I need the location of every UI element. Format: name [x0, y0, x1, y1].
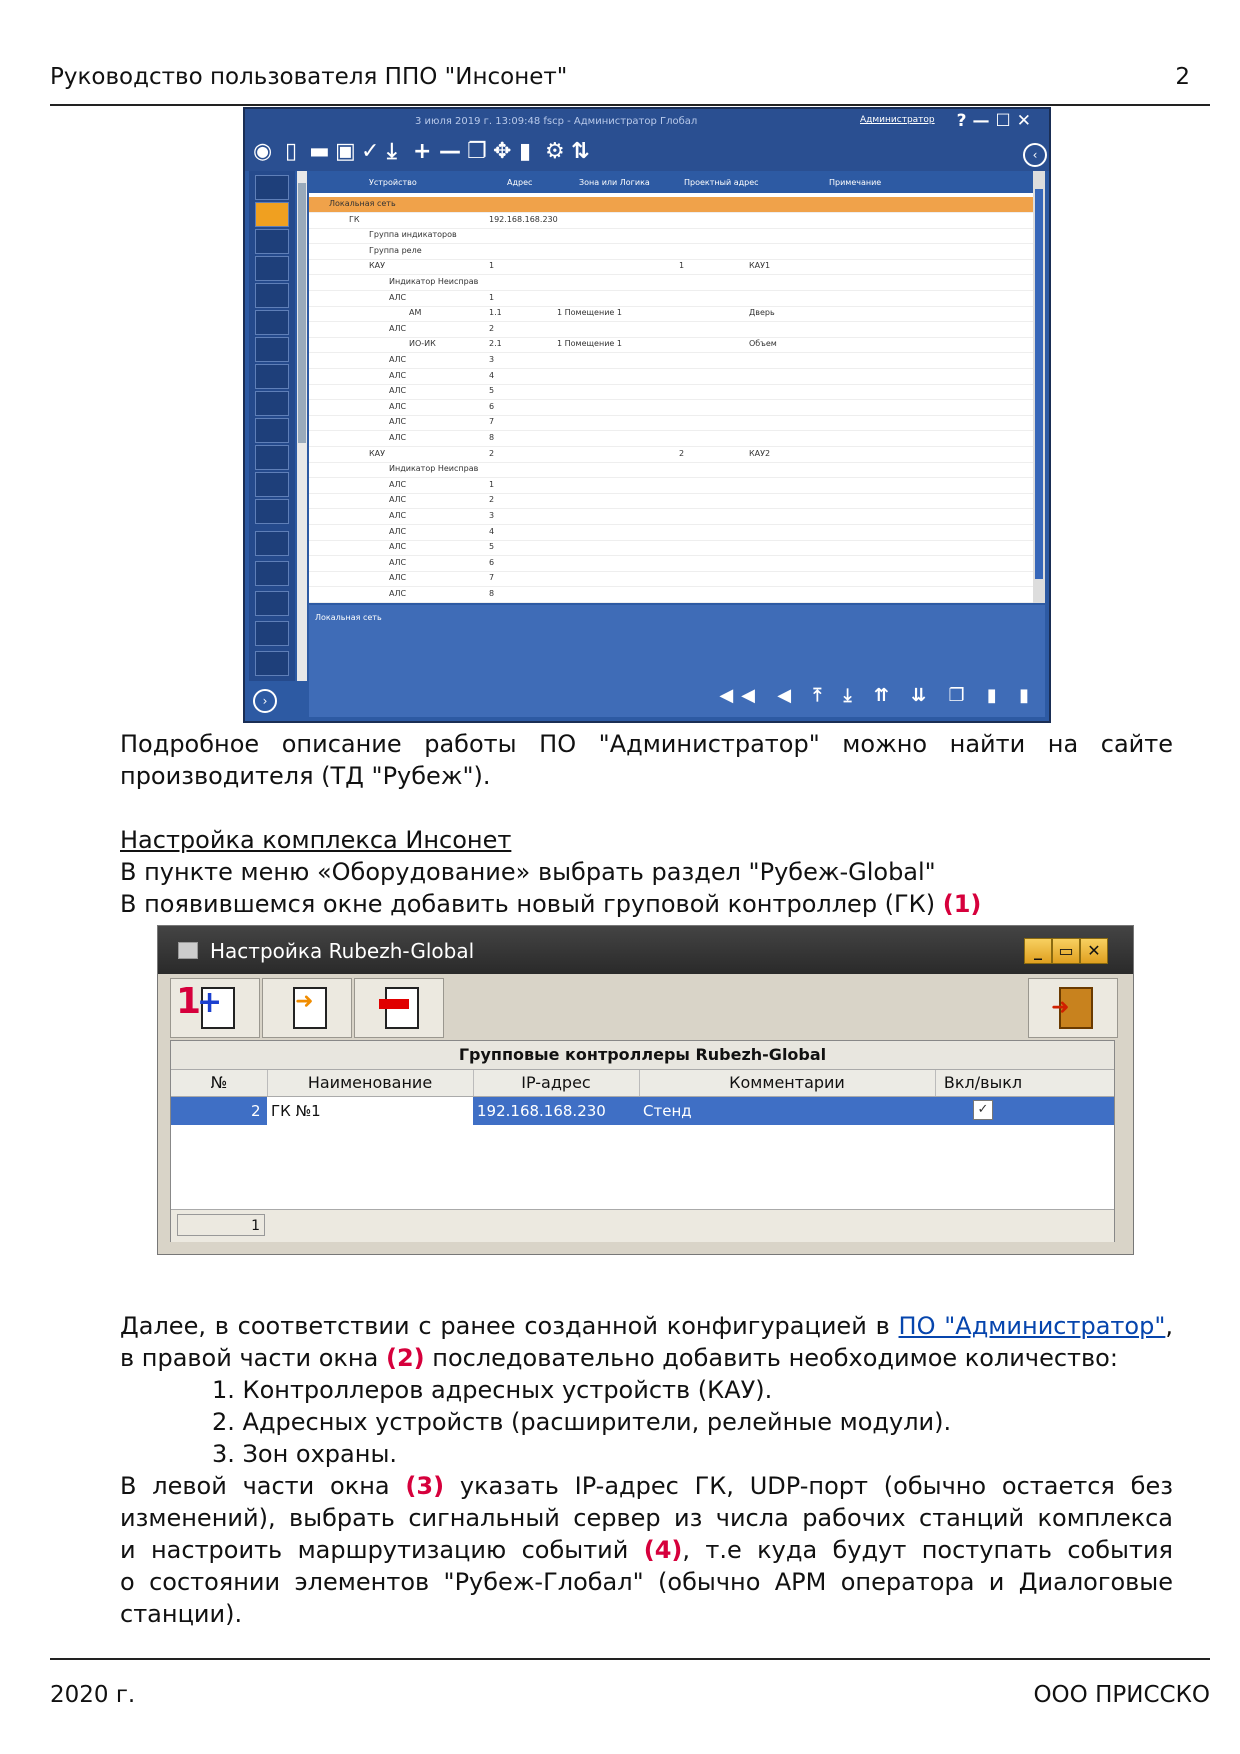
row-comment: Стенд — [643, 1102, 692, 1120]
bottom-panel — [309, 605, 1045, 717]
table-row[interactable] — [309, 556, 1033, 572]
tree-cell-dev: ГК — [349, 214, 360, 224]
paragraph-line — [120, 1534, 1173, 1566]
device-tree — [309, 171, 1033, 603]
tree-cell-note: Дверь — [749, 308, 775, 318]
tree-cell-dev: АЛС — [389, 511, 407, 520]
tree-cell-addr: 3 — [489, 511, 495, 520]
tree-cell-addr: 7 — [489, 417, 495, 427]
sidebar-item[interactable] — [255, 472, 289, 497]
table-row[interactable] — [309, 291, 1033, 307]
table-row[interactable] — [309, 400, 1033, 416]
tree-cell-dev: Индикатор Неисправ — [389, 464, 479, 474]
table-row[interactable] — [309, 415, 1033, 431]
table-row[interactable] — [309, 509, 1033, 525]
table-row[interactable] — [309, 322, 1033, 338]
table-row[interactable] — [171, 1097, 1114, 1125]
tree-cell-addr: 192.168.168.230 — [489, 214, 558, 224]
paragraph-next — [120, 1310, 1173, 1342]
tree-cell-addr: 3 — [489, 355, 495, 364]
add-document-icon: + — [201, 987, 235, 1029]
col-zone[interactable]: Зона или Логика — [579, 178, 650, 187]
col-device[interactable]: Устройство — [369, 178, 417, 187]
bottom-network-label: Локальная сеть — [315, 613, 382, 622]
tree-cell-dev: Группа индикаторов — [369, 230, 457, 240]
dialog-title: Настройка Rubezh-Global — [210, 939, 475, 963]
tree-cell-zone: 1 Помещение 1 — [557, 308, 622, 318]
delete-document-icon — [385, 987, 419, 1029]
sidebar-item[interactable] — [255, 256, 289, 281]
marker-4: (4) — [643, 1536, 683, 1564]
col-note[interactable]: Примечание — [829, 178, 882, 187]
table-row[interactable] — [309, 587, 1033, 603]
list-item: 1. Контроллеров адресных устройств (КАУ). — [212, 1376, 773, 1404]
p3a-text: В левой части окна — [120, 1472, 390, 1500]
tree-cell-addr: 7 — [489, 573, 495, 583]
page-indicator: 1 — [177, 1214, 265, 1236]
table-row[interactable] — [309, 447, 1033, 463]
sidebar-item[interactable] — [255, 229, 289, 254]
tree-cell-addr: 2 — [489, 495, 495, 505]
table-row[interactable] — [309, 306, 1033, 322]
exit-door-icon: ➜ — [1059, 987, 1093, 1029]
tree-cell-dev: АЛС — [389, 479, 407, 489]
section-heading: Настройка комплекса Инсонет — [120, 826, 512, 854]
col-enabled[interactable]: Вкл/выкл — [943, 1073, 1023, 1092]
sidebar-item[interactable] — [255, 283, 289, 308]
sidebar-item[interactable] — [255, 651, 289, 676]
paragraph-line: изменений), выбрать сигнальный сервер из числа рабочих станций комплекса — [120, 1504, 1173, 1532]
sidebar-item[interactable] — [255, 337, 289, 362]
collapse-right-icon[interactable]: ‹ — [1023, 143, 1047, 167]
tree-cell-dev: АЛС — [389, 292, 407, 302]
tree-cell-dev: АЛС — [389, 542, 407, 552]
list-item: 3. Зон охраны. — [212, 1440, 398, 1468]
bottom-nav-icons[interactable]: ◀◀ ◀ ⤒ ⤓ ⇈ ⇊ ❐ ▮ ▮ — [719, 685, 1037, 706]
minimize-button[interactable]: _ — [1024, 938, 1052, 964]
step-add-gk-text: В появившемся окне добавить новый груповой контроллер (ГК) — [120, 890, 936, 918]
tree-cell-addr: 2.1 — [489, 339, 502, 349]
tree-cell-dev: АЛС — [389, 417, 407, 427]
sidebar-item[interactable] — [255, 561, 289, 586]
table-row[interactable] — [309, 337, 1033, 353]
administrator-app-screenshot — [243, 107, 1051, 723]
sidebar-item[interactable] — [255, 418, 289, 443]
p3e-text: , т.е куда будут поступать события — [682, 1536, 1173, 1564]
expand-left-icon[interactable]: › — [253, 689, 277, 713]
header-title: Руководство пользователя ППО "Инсонет" — [50, 64, 568, 90]
sidebar-item[interactable] — [255, 591, 289, 616]
open-folder-icon[interactable]: ▬ — [309, 139, 330, 164]
table-row[interactable] — [309, 571, 1033, 587]
footer-year: 2020 г. — [50, 1682, 136, 1708]
sidebar-item-active[interactable] — [255, 202, 289, 227]
tree-cell-zone: 1 Помещение 1 — [557, 339, 622, 349]
page-header — [50, 64, 1210, 106]
table-row[interactable] — [309, 197, 1033, 213]
table-row[interactable] — [309, 228, 1033, 244]
tree-cell-addr: 6 — [489, 557, 495, 567]
edit-gk-button[interactable] — [262, 978, 352, 1038]
marker-1-label: 1 — [176, 981, 202, 1022]
close-button[interactable]: ✕ — [1080, 938, 1108, 964]
tree-cell-addr: 2 — [489, 448, 495, 458]
p2e-text: последовательно добавить необходимое количество: — [432, 1344, 1118, 1372]
tree-cell-addr: 4 — [489, 526, 495, 536]
tree-cell-dev: АМ — [409, 308, 422, 318]
row-name-cell[interactable] — [267, 1097, 473, 1125]
page-number: 2 — [1175, 64, 1190, 90]
tree-cell-dev: ИО-ИК — [409, 339, 436, 349]
sidebar-scrollbar[interactable] — [297, 171, 307, 681]
sidebar-item[interactable] — [255, 445, 289, 470]
window-icon — [178, 942, 198, 959]
move-icon[interactable]: ✥ — [493, 139, 512, 164]
tree-cell-dev: АЛС — [389, 526, 407, 536]
download-icon[interactable]: ⤓ — [387, 139, 397, 164]
paragraph-left-part — [120, 1470, 1173, 1502]
left-sidebar — [249, 171, 295, 681]
enabled-checkbox[interactable]: ✓ — [973, 1100, 993, 1120]
table-row[interactable] — [309, 478, 1033, 494]
table-row[interactable] — [309, 369, 1033, 385]
tree-scrollbar[interactable] — [1033, 171, 1045, 603]
rubezh-global-dialog — [157, 925, 1134, 1255]
tree-cell-addr: 1.1 — [489, 308, 502, 318]
tree-cell-note: КАУ2 — [749, 448, 771, 458]
tree-cell-dev: АЛС — [389, 355, 407, 364]
tree-cell-dev: АЛС — [389, 386, 407, 396]
tree-cell-addr: 5 — [489, 386, 495, 396]
tree-cell-addr: 8 — [489, 589, 495, 598]
tree-cell-dev: АЛС — [389, 401, 407, 411]
controllers-grid — [170, 1040, 1115, 1242]
tree-cell-dev: АЛС — [389, 433, 407, 442]
tree-header — [309, 171, 1033, 193]
tree-cell-addr: 8 — [489, 433, 495, 442]
grid-title: Групповые контроллеры Rubezh-Global — [171, 1041, 1114, 1070]
app-user: Администратор — [860, 115, 935, 125]
p3d-text: и настроить маршрутизацию событий — [120, 1536, 629, 1564]
save-icon[interactable]: ▣ — [335, 139, 356, 164]
table-row[interactable] — [309, 213, 1033, 229]
sidebar-item[interactable] — [255, 310, 289, 335]
tree-cell-dev: АЛС — [389, 557, 407, 567]
step-add-gk — [120, 888, 1173, 920]
p2-comma: , — [1165, 1312, 1173, 1340]
tree-cell-addr: 1 — [489, 479, 495, 489]
table-row[interactable] — [309, 259, 1033, 275]
tree-cell-note: Объем — [749, 339, 777, 349]
list-item: 2. Адресных устройств (расширители, релейные модули). — [212, 1408, 952, 1436]
sidebar-item[interactable] — [255, 531, 289, 556]
tree-cell-dev: Локальная сеть — [329, 199, 396, 208]
table-row[interactable] — [309, 275, 1033, 291]
add-icon[interactable]: + — [413, 139, 432, 164]
p2d-text: в правой части окна — [120, 1344, 379, 1372]
row-name: ГК №1 — [271, 1102, 321, 1120]
tree-cell-dev: КАУ — [369, 261, 386, 271]
tree-cell-note: КАУ1 — [749, 261, 771, 271]
remove-icon[interactable]: — — [439, 139, 461, 164]
tree-cell-dev: Индикатор Неисправ — [389, 277, 479, 286]
tree-cell-proj: 2 — [679, 448, 685, 458]
copy-icon[interactable]: ❐ — [467, 139, 487, 164]
gear-icon[interactable]: ⚙ — [545, 139, 565, 164]
page-footer — [50, 1658, 1210, 1708]
paragraph-right-part — [120, 1342, 1173, 1374]
logo-icon: ◉ — [253, 139, 273, 164]
sidebar-item[interactable] — [255, 391, 289, 416]
tree-cell-addr: 2 — [489, 323, 495, 333]
col-address[interactable]: Адрес — [507, 178, 533, 187]
paragraph-admin-desc-end: производителя (ТД "Рубеж"). — [120, 762, 491, 790]
new-file-icon[interactable]: ▯ — [285, 139, 298, 164]
col-name[interactable]: Наименование — [307, 1073, 433, 1092]
col-ip[interactable]: IP-адрес — [521, 1073, 591, 1092]
dialog-titlebar — [158, 926, 1133, 974]
p2-text: Далее, в соответствии с ранее созданной конфигурацией в — [120, 1312, 890, 1340]
tree-cell-dev: АЛС — [389, 573, 407, 583]
delete-gk-button[interactable] — [354, 978, 444, 1038]
maximize-button[interactable]: ▭ — [1052, 938, 1080, 964]
window-controls[interactable]: ?—☐✕ — [956, 111, 1037, 131]
tree-cell-dev: АЛС — [389, 370, 407, 380]
tree-cell-addr: 1 — [489, 292, 495, 302]
paragraph-line: станции). — [120, 1600, 243, 1628]
table-row[interactable] — [309, 462, 1033, 478]
step-menu: В пункте меню «Оборудование» выбрать раздел "Рубеж-Global" — [120, 858, 936, 886]
sidebar-item[interactable] — [255, 364, 289, 389]
sidebar-item-devices[interactable] — [255, 175, 289, 200]
app-titlebar — [245, 109, 1049, 135]
grid-footer — [171, 1209, 1114, 1242]
exit-button[interactable] — [1028, 978, 1118, 1038]
edit-document-icon: ➜ — [293, 987, 327, 1029]
table-row[interactable] — [309, 525, 1033, 541]
sidebar-item[interactable] — [255, 499, 289, 524]
admin-link[interactable]: ПО "Администратор" — [898, 1312, 1166, 1340]
check-icon[interactable]: ✓ — [361, 139, 380, 164]
app-toolbar — [245, 135, 1049, 171]
tree-cell-dev: АЛС — [389, 323, 407, 333]
app-title: 3 июля 2019 г. 13:09:48 fscp - Администратор Глобал — [415, 116, 698, 127]
table-row[interactable] — [309, 384, 1033, 400]
paste-icon[interactable]: ▮ — [519, 139, 532, 164]
col-project-address[interactable]: Проектный адрес — [684, 178, 759, 187]
tree-cell-dev: КАУ — [369, 448, 386, 458]
tree-cell-addr: 1 — [489, 261, 495, 271]
col-num[interactable]: № — [210, 1073, 228, 1092]
tree-cell-addr: 4 — [489, 370, 495, 380]
row-ip: 192.168.168.230 — [477, 1102, 606, 1120]
table-row[interactable] — [309, 431, 1033, 447]
row-num: 2 — [251, 1102, 261, 1120]
tree-cell-addr: 6 — [489, 401, 495, 411]
paragraph-line: о состоянии элементов "Рубеж-Глобал" (обычно АРМ оператора и Диалоговые — [120, 1568, 1173, 1596]
footer-company: ООО ПРИССКО — [1033, 1682, 1210, 1708]
tree-cell-dev: Группа реле — [369, 245, 422, 255]
table-row[interactable] — [309, 540, 1033, 556]
tree-cell-addr: 5 — [489, 542, 495, 552]
paragraph-admin-desc: Подробное описание работы ПО "Администратор" можно найти на сайте — [120, 730, 1173, 758]
tree-cell-proj: 1 — [679, 261, 685, 271]
table-row[interactable] — [309, 244, 1033, 260]
sidebar-item[interactable] — [255, 621, 289, 646]
grid-columns — [171, 1070, 1114, 1097]
tree-cell-dev: АЛС — [389, 589, 407, 598]
marker-1: (1) — [942, 890, 982, 918]
table-row[interactable] — [309, 353, 1033, 369]
marker-3: (3) — [405, 1472, 445, 1500]
tree-cell-dev: АЛС — [389, 495, 407, 505]
p3b-text: указать IP-адрес ГК, UDP-порт (обычно остается без — [459, 1472, 1173, 1500]
transfer-icon[interactable]: ⇅ — [571, 139, 590, 164]
col-comment[interactable]: Комментарии — [729, 1073, 845, 1092]
table-row[interactable] — [309, 493, 1033, 509]
marker-2: (2) — [385, 1344, 425, 1372]
